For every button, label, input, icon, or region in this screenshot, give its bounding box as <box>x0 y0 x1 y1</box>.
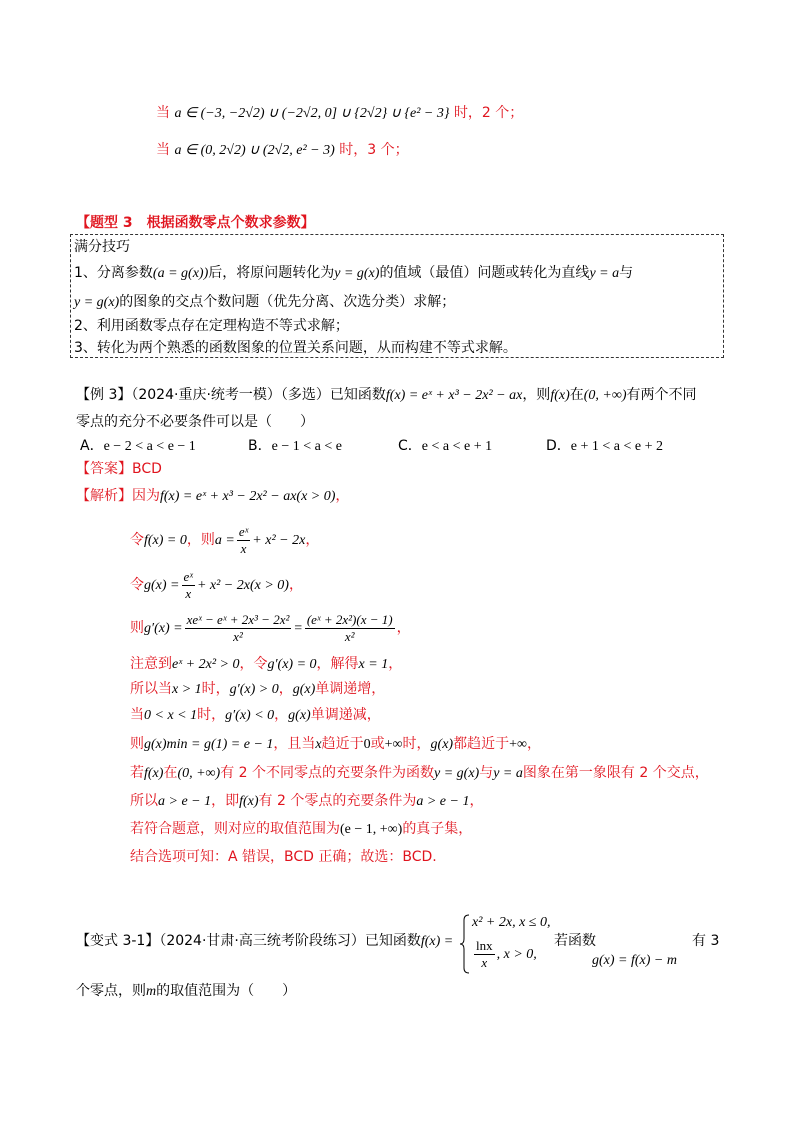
option-d: D．e + 1 < a < e + 2 <box>546 438 664 454</box>
variant-stem-line2: 个零点，则m的取值范围为（ ） <box>76 983 297 999</box>
analysis-step-6: 所以当x > 1时，g′(x) > 0，g(x)单调递增， <box>130 681 386 697</box>
analysis-step-10: 所以a > e − 1，即f(x)有 2 个零点的充要条件为a > e − 1， <box>130 793 484 809</box>
variant-gfunc: g(x) = f(x) − m <box>592 953 677 968</box>
variant-tail: 有 3 <box>692 933 720 949</box>
example-stem-line2: 零点的充分不必要条件可以是（ ） <box>76 414 314 430</box>
piecewise-brace <box>460 914 470 974</box>
analysis-step-12: 结合选项可知：A 错误，BCD 正确；故选：BCD. <box>130 849 437 865</box>
tips-heading: 满分技巧 <box>74 239 130 255</box>
tips-item-2: 2、利用函数零点存在定理构造不等式求解； <box>74 318 349 334</box>
piecewise-case-1: x² + 2x, x ≤ 0, <box>472 915 551 930</box>
tips-item-3: 3、转化为两个熟悉的函数图象的位置关系问题，从而构建不等式求解。 <box>74 340 517 356</box>
analysis-step-1: 【解析】因为f(x) = eˣ + x³ − 2x² − ax(x > 0)， <box>76 488 350 504</box>
section-title: 【题型 3 根据函数零点个数求参数】 <box>76 215 315 231</box>
analysis-step-3: 令g(x) = $\frac{\text{eˣ}}{x}$ + x² − 2x(x > 0)， <box>130 568 303 601</box>
option-a: A．e − 2 < a < e − 1 <box>80 438 196 454</box>
tips-item-1-cont: y = g(x)的图象的交点个数问题（优先分离、次选分类）求解； <box>74 294 456 310</box>
answer: 【答案】BCD <box>76 461 162 477</box>
variant-stem: 【变式 3-1】（2024·甘肃·高三统考阶段练习）已知函数f(x) = <box>76 933 454 949</box>
analysis-step-4: 则g′(x) = $\frac{\text{xeˣ − eˣ + 2x³ − 2x²}}{\text{x²}}$ = $\frac{\text{(eˣ + 2x²)(x − 1)}}{\text{x²}}$ ， <box>130 611 411 644</box>
analysis-step-11: 若符合题意，则对应的取值范围为(e − 1, +∞)的真子集， <box>130 821 473 837</box>
option-c: C．e < a < e + 1 <box>398 438 493 454</box>
analysis-step-2: 令f(x) = 0，则a = $\frac{\text{eˣ}}{x}$ + x² − 2x， <box>130 523 320 556</box>
analysis-step-5: 注意到eˣ + 2x² > 0，令g′(x) = 0，解得x = 1， <box>130 656 403 672</box>
analysis-step-9: 若f(x)在(0, +∞)有 2 个不同零点的充要条件为函数y = g(x)与y = a图象在第一象限有 2 个交点， <box>130 765 709 781</box>
piecewise-case-2: $\frac{\ln x}{x}$ , x > 0, <box>476 937 537 970</box>
variant-mid: 若函数 <box>554 933 596 949</box>
example-stem: 【例 3】（2024·重庆·统考一模）（多选）已知函数f(x) = eˣ + x³ − 2x² − ax，则f(x)在(0, +∞)有两个不同 <box>76 387 697 403</box>
case-line-2: 当 a ∈ (0, 2√2) ∪ (2√2, e² − 3) 时，3 个； <box>156 142 409 158</box>
analysis-step-8: 则g(x)min = g(1) = e − 1，且当x趋近于0或+∞时，g(x)都趋近于+∞， <box>130 736 541 752</box>
tips-item-1: 1、分离参数(a = g(x))后，将原问题转化为y = g(x)的值域（最值）问题或转化为直线y = a与 <box>74 265 634 281</box>
case-line-1: 当 a ∈ (−3, −2√2) ∪ (−2√2, 0] ∪ {2√2} ∪ {e² − 3} 时，2 个； <box>156 105 524 121</box>
option-b: B．e − 1 < a < e <box>248 438 342 454</box>
analysis-step-7: 当0 < x < 1时，g′(x) < 0，g(x)单调递减， <box>130 707 381 723</box>
